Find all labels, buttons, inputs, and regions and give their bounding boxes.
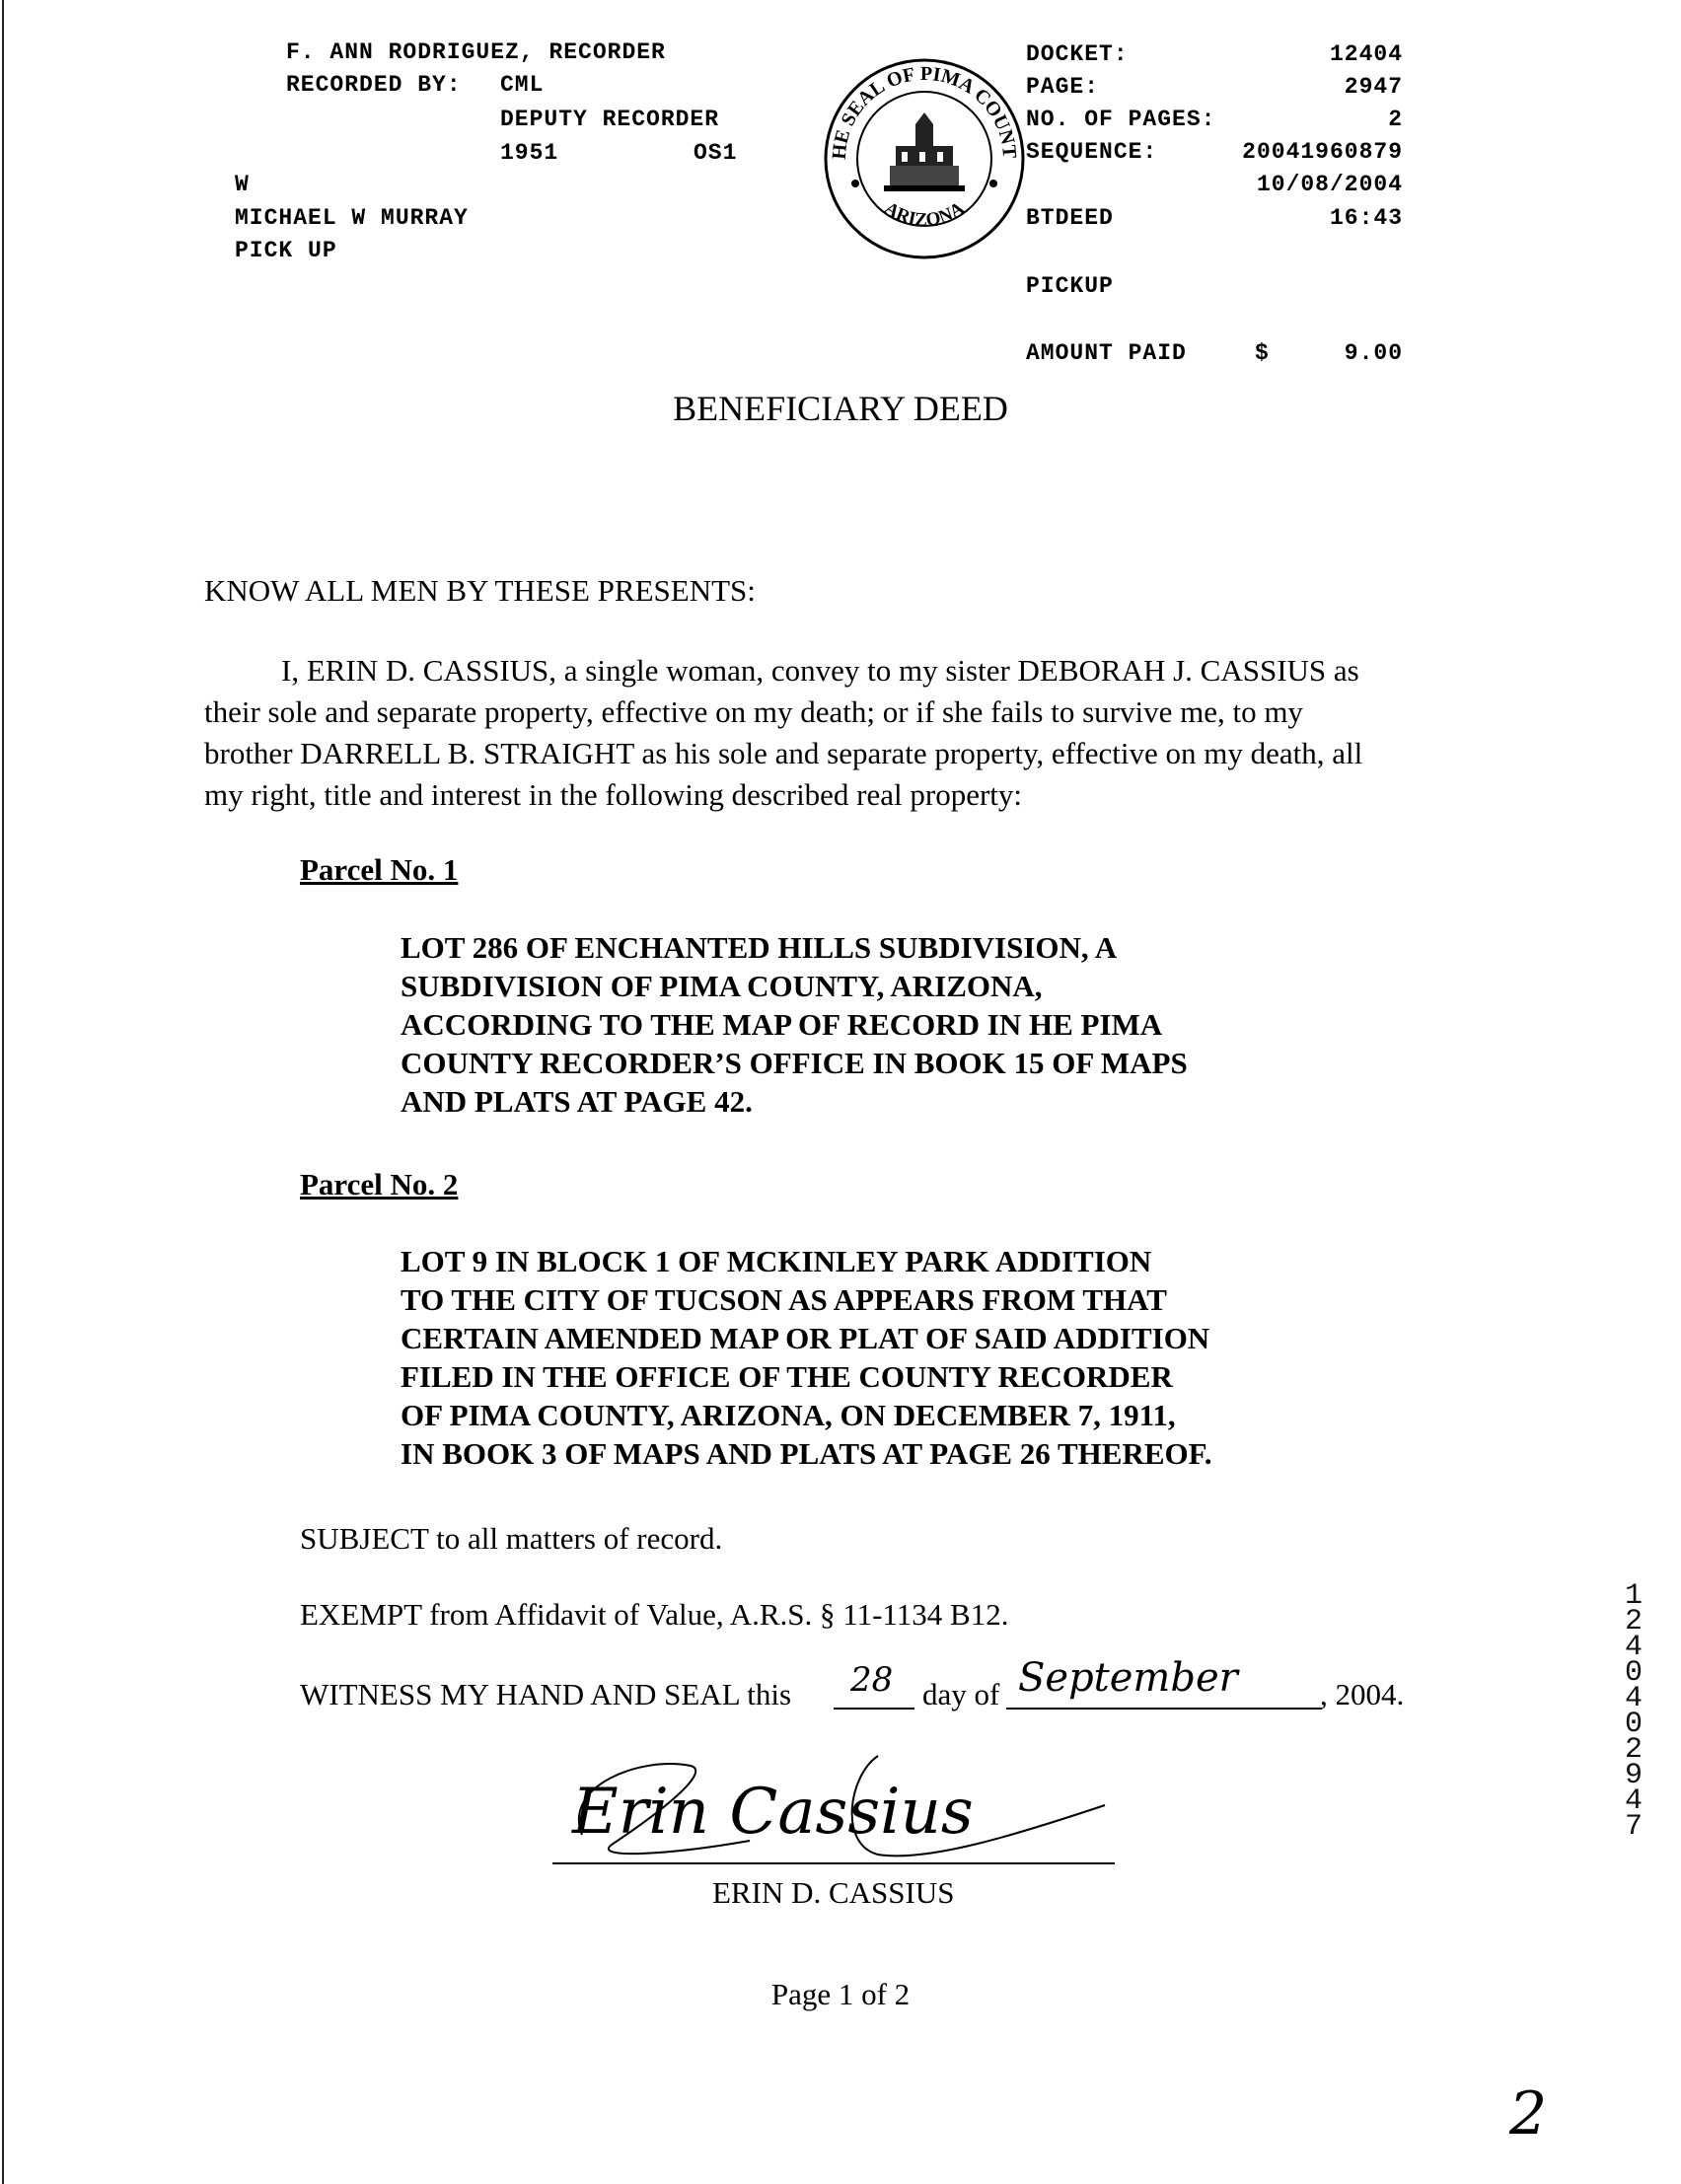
- seal-top-text: HE SEAL OF PIMA COUNT: [828, 62, 1021, 161]
- parcel-2-line: IN BOOK 3 OF MAPS AND PLATS AT PAGE 26 THEREOF.: [401, 1436, 1212, 1471]
- docket-label: DOCKET:: [1026, 41, 1129, 67]
- seal-graphic: [821, 55, 1028, 262]
- grant-line-4: my right, title and interest in the following described real property:: [204, 777, 1023, 812]
- w-mark: W: [235, 172, 250, 197]
- parcel-1-heading: Parcel No. 1: [300, 852, 459, 887]
- docket-value: 12404: [1329, 41, 1403, 67]
- sequence-value: 20041960879: [1242, 139, 1403, 165]
- pages-label: NO. OF PAGES:: [1026, 107, 1216, 132]
- opening-clause: KNOW ALL MEN BY THESE PRESENTS:: [204, 573, 756, 608]
- recorder-name: F. ANN RODRIGUEZ, RECORDER: [286, 39, 666, 65]
- exempt-clause: EXEMPT from Affidavit of Value, A.R.S. § 11-1134 B12.: [300, 1597, 1009, 1632]
- month-blank-line: [1006, 1708, 1322, 1710]
- document-title: BENEFICIARY DEED: [673, 389, 1008, 428]
- recording-date: 10/08/2004: [1256, 172, 1403, 197]
- scan-edge: [2, 0, 4, 2184]
- signature-flourish: [552, 1746, 1125, 1874]
- witness-year: , 2004.: [1320, 1677, 1405, 1711]
- amount-label: AMOUNT PAID: [1026, 340, 1187, 366]
- subject-clause: SUBJECT to all matters of record.: [300, 1521, 723, 1556]
- margin-stamp: 12404 02947: [1624, 1579, 1643, 1844]
- sequence-label: SEQUENCE:: [1026, 139, 1158, 165]
- recorded-by-label: RECORDED BY:: [286, 72, 462, 98]
- page-label: PAGE:: [1026, 74, 1100, 100]
- parcel-1-line: COUNTY RECORDER’S OFFICE IN BOOK 15 OF MAPS: [401, 1046, 1188, 1080]
- page-value: 2947: [1344, 74, 1403, 100]
- grant-line-2: their sole and separate property, effective on my death; or if she fails to survive me, to my: [204, 694, 1303, 729]
- amount-currency: $: [1255, 340, 1270, 366]
- parcel-2-heading: Parcel No. 2: [300, 1167, 459, 1201]
- parcel-1-line: ACCORDING TO THE MAP OF RECORD IN HE PIMA: [401, 1007, 1163, 1042]
- recording-time: 16:43: [1329, 205, 1403, 231]
- witness-day-of: day of: [922, 1677, 1000, 1711]
- corner-page-number: 2: [1509, 2079, 1548, 2148]
- svg-text:ARIZONA: [881, 198, 969, 231]
- parcel-2-line: TO THE CITY OF TUCSON AS APPEARS FROM THAT: [401, 1282, 1167, 1317]
- parcel-1-line: LOT 286 OF ENCHANTED HILLS SUBDIVISION, A: [401, 930, 1118, 965]
- parcel-2-line: LOT 9 IN BLOCK 1 OF MCKINLEY PARK ADDITION: [401, 1244, 1152, 1278]
- document-type: BTDEED: [1026, 205, 1114, 231]
- parcel-1-line: SUBDIVISION OF PIMA COUNTY, ARIZONA,: [401, 969, 1043, 1003]
- deputy-recorder: DEPUTY RECORDER: [500, 107, 720, 132]
- signature-name: ERIN D. CASSIUS: [712, 1875, 955, 1910]
- seal-bottom-text: ARIZONA: [880, 197, 969, 231]
- recorder-code-1: 1951: [500, 140, 559, 166]
- grant-line-3: brother DARRELL B. STRAIGHT as his sole and separate property, effective on my death, all: [204, 736, 1363, 770]
- return-name: MICHAEL W MURRAY: [235, 205, 469, 231]
- grant-line-1: I, ERIN D. CASSIUS, a single woman, convey to my sister DEBORAH J. CASSIUS as: [281, 653, 1359, 688]
- parcel-2-line: OF PIMA COUNTY, ARIZONA, ON DECEMBER 7, 1911,: [401, 1398, 1176, 1432]
- parcel-2-line: FILED IN THE OFFICE OF THE COUNTY RECORDER: [401, 1359, 1173, 1394]
- seal-building-icon: [884, 112, 965, 191]
- amount-value: 9.00: [1344, 340, 1403, 366]
- pages-value: 2: [1388, 107, 1403, 132]
- witness-prefix: WITNESS MY HAND AND SEAL this: [300, 1677, 792, 1711]
- signature-line: [552, 1862, 1115, 1864]
- witness-day-handwritten: 28: [850, 1660, 894, 1700]
- witness-month-handwritten: September: [1018, 1655, 1238, 1701]
- return-pickup: PICK UP: [235, 238, 337, 263]
- signature-handwritten: Erin Cassius: [572, 1776, 974, 1849]
- recorder-code-2: OS1: [694, 140, 738, 166]
- day-blank-line: [834, 1708, 914, 1710]
- page-footer: Page 1 of 2: [770, 1977, 911, 2011]
- parcel-1-line: AND PLATS AT PAGE 42.: [401, 1084, 753, 1119]
- pickup-label: PICKUP: [1026, 273, 1114, 299]
- county-seal: [821, 55, 1028, 262]
- recorded-by-value: CML: [500, 72, 545, 98]
- signature-strokes: [552, 1746, 1125, 1874]
- parcel-2-line: CERTAIN AMENDED MAP OR PLAT OF SAID ADDITION: [401, 1321, 1210, 1355]
